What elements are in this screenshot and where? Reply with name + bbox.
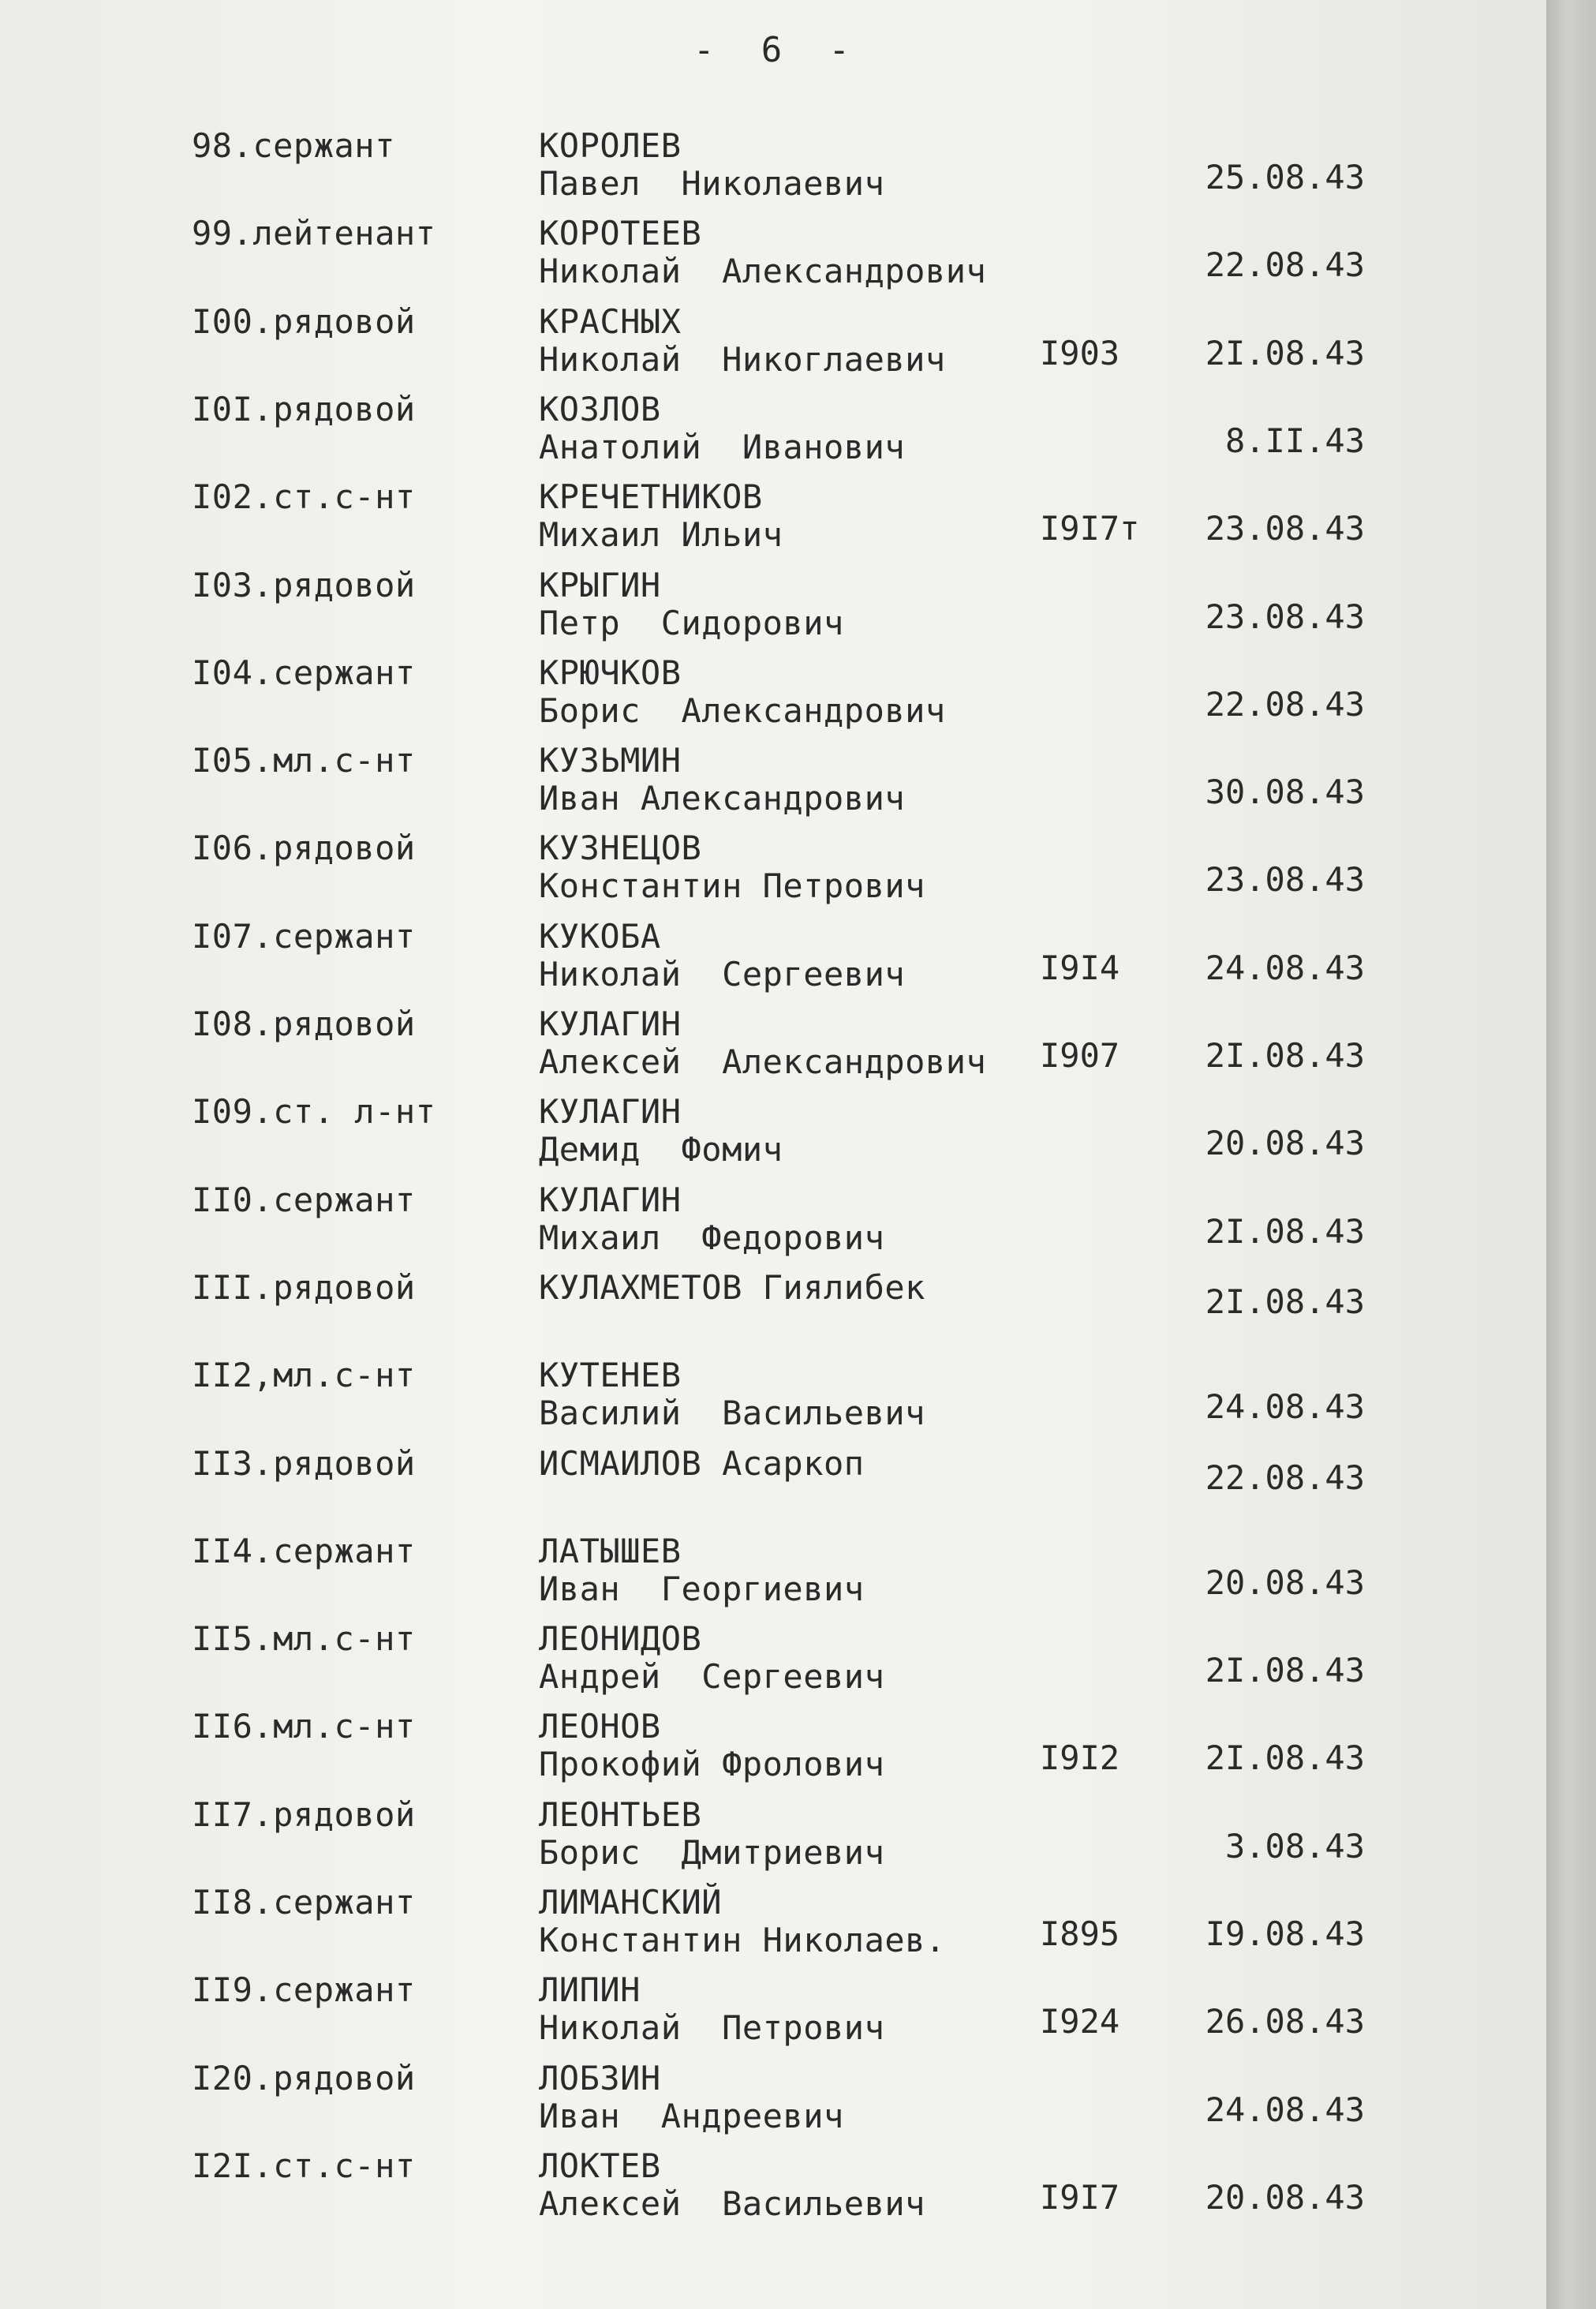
list-item [0,1532,1546,1617]
entry-number-rank: I20.рядовой [192,2059,416,2098]
entry-number-rank: I0I.рядовой [192,390,416,428]
entry-date: 20.08.43 [1205,1563,1365,1602]
entry-surname: КОРОЛЕВ [539,126,682,165]
entry-number-rank: II2,мл.с-нт [192,1356,416,1394]
entry-given-name: Николай Александрович [539,252,987,290]
list-item [0,829,1546,914]
list-item [0,1005,1546,1090]
entry-surname: КУЛАГИН [539,1005,682,1043]
entry-surname: ИСМАИЛОВ Асаркоп [539,1444,865,1483]
entry-given-name: Василий Васильевич [539,1394,925,1432]
entry-date: I9.08.43 [1205,1914,1365,1953]
entry-number-rank: I02.ст.с-нт [192,477,416,516]
entry-date: 23.08.43 [1205,860,1365,899]
entry-surname: ЛОБЗИН [539,2059,661,2098]
entry-birth-year: I903 [1040,334,1120,372]
list-item [0,1356,1546,1441]
entry-given-name: Иван Андреевич [539,2097,844,2135]
entry-given-name: Николай Сергеевич [539,955,906,994]
entry-given-name: Иван Александрович [539,779,906,818]
entry-given-name: Прокофий Фролович [539,1745,885,1783]
entry-number-rank: 99.лейтенант [192,214,436,253]
list-item [0,302,1546,387]
entry-number-rank: III.рядовой [192,1268,416,1307]
list-item [0,653,1546,739]
entry-date: 8.II.43 [1224,421,1365,460]
list-item [0,1268,1546,1353]
list-item [0,390,1546,475]
list-item [0,741,1546,826]
list-item [0,1181,1546,1266]
entry-surname: КУКОБА [539,917,661,956]
entry-number-rank: II6.мл.с-нт [192,1707,416,1746]
entry-date: 20.08.43 [1205,1124,1365,1162]
entry-given-name: Константин Николаев. [539,1921,946,1959]
entry-date: 30.08.43 [1205,773,1365,811]
list-item [0,1970,1546,2056]
entry-surname: КУТЕНЕВ [539,1356,682,1394]
entry-number-rank: II0.сержант [192,1181,416,1219]
entry-number-rank: II4.сержант [192,1532,416,1570]
entry-given-name: Борис Дмитриевич [539,1833,885,1872]
entry-number-rank: I05.мл.с-нт [192,741,416,780]
entry-surname: ЛЕОНОВ [539,1707,661,1746]
entry-surname: КУЗНЕЦОВ [539,829,702,867]
entry-surname: КУЛАГИН [539,1181,682,1219]
entry-surname: ЛЕОНТЬЕВ [539,1795,702,1834]
entry-number-rank: I04.сержант [192,653,416,692]
entry-surname: ЛИПИН [539,1970,641,2009]
entry-surname: КУЛАХМЕТОВ Гиялибек [539,1268,925,1307]
entry-given-name: Иван Георгиевич [539,1570,865,1608]
entry-given-name: Петр Сидорович [539,604,844,642]
entry-date: 20.08.43 [1205,2178,1365,2217]
entry-date: 22.08.43 [1205,1458,1365,1497]
entry-surname: КРЫГИН [539,566,661,604]
entry-date: 2I.08.43 [1205,1036,1365,1075]
entry-date: 24.08.43 [1205,2090,1365,2129]
list-item [0,1707,1546,1792]
entry-date: 3.08.43 [1224,1827,1365,1866]
entry-surname: КУЛАГИН [539,1092,682,1131]
page-number: 6 [761,30,786,70]
entry-given-name: Николай Петрович [539,2008,885,2047]
page-number-line [0,30,1546,70]
entry-given-name: Павел Николаевич [539,164,885,203]
entry-number-rank: I07.сержант [192,917,416,956]
page-number-dash: - [828,30,853,70]
entry-surname: КУЗЬМИН [539,741,682,780]
entry-date: 24.08.43 [1205,1387,1365,1426]
list-item [0,2146,1546,2232]
entry-given-name: Борис Александрович [539,691,946,730]
entry-date: 24.08.43 [1205,949,1365,987]
entry-given-name: Николай Никоглаевич [539,340,946,379]
entry-birth-year: I895 [1040,1914,1120,1953]
entry-given-name: Алексей Васильевич [539,2184,925,2223]
entry-surname: КРЮЧКОВ [539,653,682,692]
list-item [0,1795,1546,1881]
entry-date: 2I.08.43 [1205,1282,1365,1321]
entry-date: 2I.08.43 [1205,1738,1365,1777]
entry-birth-year: I907 [1040,1036,1120,1075]
entry-date: 23.08.43 [1205,597,1365,636]
entry-given-name: Михаил Федорович [539,1218,885,1257]
entry-number-rank: II3.рядовой [192,1444,416,1483]
entry-given-name: Анатолий Иванович [539,428,906,466]
list-item [0,1619,1546,1705]
entry-given-name: Михаил Ильич [539,515,783,554]
entry-date: 22.08.43 [1205,685,1365,724]
entry-birth-year: I9I4 [1040,949,1120,987]
entry-date: 2I.08.43 [1205,334,1365,372]
list-item [0,126,1546,211]
entry-surname: ЛАТЫШЕВ [539,1532,682,1570]
entry-number-rank: II7.рядовой [192,1795,416,1834]
entry-number-rank: II8.сержант [192,1883,416,1922]
entry-surname: ЛОКТЕВ [539,2146,661,2185]
list-item [0,214,1546,299]
list-item [0,1444,1546,1529]
entry-birth-year: I9I7т [1040,509,1140,548]
list-item [0,2059,1546,2144]
entry-number-rank: II9.сержант [192,1970,416,2009]
entry-date: 26.08.43 [1205,2002,1365,2041]
entry-given-name: Демид Фомич [539,1130,783,1169]
entry-birth-year: I9I2 [1040,1738,1120,1777]
list-item [0,566,1546,651]
entry-surname: КОРОТЕЕВ [539,214,702,253]
entry-number-rank: I2I.ст.с-нт [192,2146,416,2185]
entry-birth-year: I924 [1040,2002,1120,2041]
entry-surname: ЛИМАНСКИЙ [539,1883,723,1922]
entry-given-name: Алексей Александрович [539,1042,987,1081]
entry-given-name: Константин Петрович [539,866,925,905]
entry-number-rank: II5.мл.с-нт [192,1619,416,1658]
page-number-dash: - [693,30,718,70]
entry-surname: ЛЕОНИДОВ [539,1619,702,1658]
entry-date: 23.08.43 [1205,509,1365,548]
entry-number-rank: I06.рядовой [192,829,416,867]
entry-number-rank: I08.рядовой [192,1005,416,1043]
entry-number-rank: I00.рядовой [192,302,416,341]
list-item [0,917,1546,1002]
entry-number-rank: I03.рядовой [192,566,416,604]
list-item [0,1883,1546,1968]
list-item [0,1092,1546,1177]
entry-number-rank: 98.сержант [192,126,395,165]
entry-number-rank: I09.ст. л-нт [192,1092,436,1131]
entry-date: 2I.08.43 [1205,1212,1365,1251]
entry-date: 25.08.43 [1205,158,1365,196]
entry-surname: КОЗЛОВ [539,390,661,428]
entry-date: 2I.08.43 [1205,1651,1365,1690]
entry-surname: КРАСНЫХ [539,302,682,341]
entry-surname: КРЕЧЕТНИКОВ [539,477,763,516]
entry-birth-year: I9I7 [1040,2178,1120,2217]
list-item [0,477,1546,563]
entry-given-name: Андрей Сергеевич [539,1657,885,1696]
entry-date: 22.08.43 [1205,245,1365,284]
background-edge [1546,0,1596,2309]
